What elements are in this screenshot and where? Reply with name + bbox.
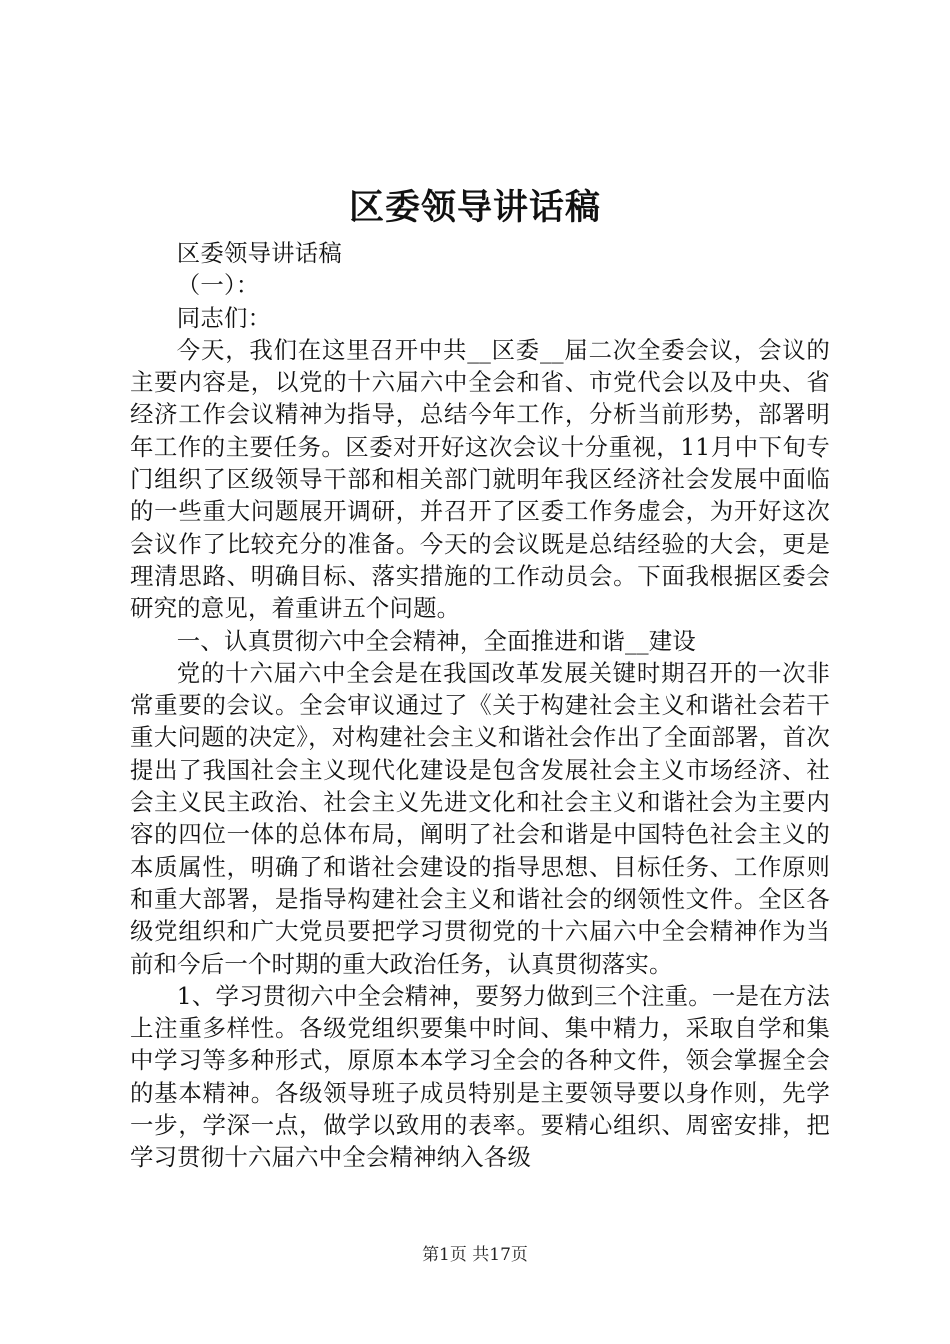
paragraph-intro: 今天，我们在这里召开中共__区委__届二次全委会议，会议的主要内容是，以党的十六届六中全会和省、市党代会以及中央、省经济工作会议精神为指导，总结今年工作，分析当前形势，部署明年工作的主要任务。区委对开好这次会议十分重视，11月中下旬专门组织了区级领导干部和相关部门就明年我区经济社会发展中面临的一些重大问题展开调研，并召开了区委工作务虚会，为开好这次会议作了比较充分的准备。今天的会议既是总结经验的大会，更是理清思路、明确目标、落实措施的工作动员会。下面我根据区委会研究的意见，着重讲五个问题。	[130, 335, 830, 623]
document-body	[130, 237, 830, 1174]
paragraph-section-marker: （一）：	[176, 271, 260, 300]
paragraph-salutation: 同志们：	[176, 303, 272, 332]
document-title: 区委领导讲话稿	[348, 187, 601, 228]
paragraph-subtitle: 区委领导讲话稿	[176, 239, 342, 267]
paragraph-heading-one: 一、认真贯彻六中全会精神，全面推进和谐__建设	[176, 626, 696, 655]
page-number: 第1页 共17页	[422, 1245, 528, 1265]
paragraph-point-one: 1、学习贯彻六中全会精神，要努力做到三个注重。一是在方法上注重多样性。各级党组织要集中时间、集中精力，采取自学和集中学习等多种形式，原原本本学习全会的各种文件，领会掌握全会的基本精神。各级领导班子成员特别是主要领导要以身作则，先学一步，学深一点，做学以致用的表率。要精心组织、周密安排，把学习贯彻十六届六中全会精神纳入各级	[130, 981, 830, 1172]
paragraph-plenum-overview: 党的十六届六中全会是在我国改革发展关键时期召开的一次非常重要的会议。全会审议通过了《关于构建社会主义和谐社会若干重大问题的决定》，对构建社会主义和谐社会作出了全面部署，首次提出了我国社会主义现代化建设是包含发展社会主义市场经济、社会主义民主政治、社会主义先进文化和社会主义和谐社会为主要内容的四位一体的总体布局，阐明了社会和谐是中国特色社会主义的本质属性，明确了和谐社会建设的指导思想、目标任务、工作原则和重大部署，是指导构建社会主义和谐社会的纲领性文件。全区各级党组织和广大党员要把学习贯彻党的十六届六中全会精神作为当前和今后一个时期的重大政治任务，认真贯彻落实。	[130, 658, 830, 978]
